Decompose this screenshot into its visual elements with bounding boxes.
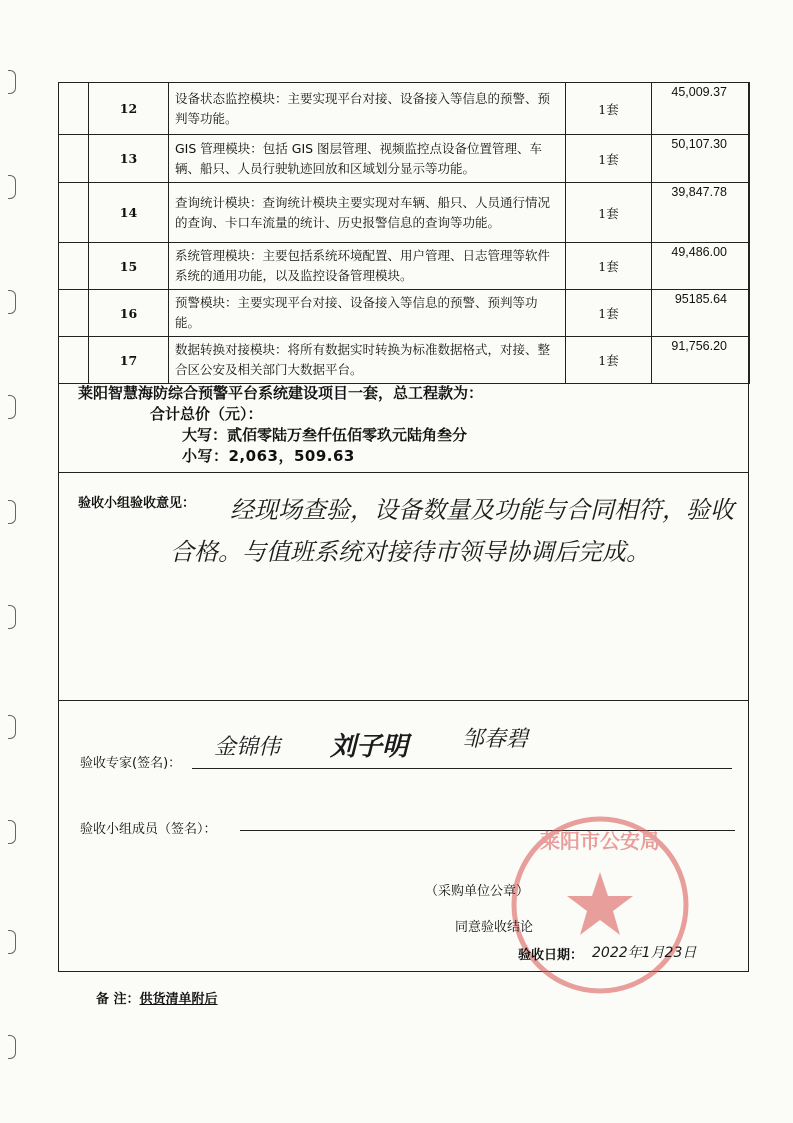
summary-amount-upper: 大写：贰佰零陆万叁仟伍佰零玖元陆角叁分 — [182, 426, 468, 444]
item-number: 12 — [89, 83, 169, 135]
table-row — [59, 337, 750, 384]
binding-mark — [8, 395, 16, 419]
table-row — [59, 83, 750, 135]
item-number: 13 — [89, 135, 169, 183]
agree-text: 同意验收结论 — [455, 920, 534, 935]
expert-signature: 金锦伟 — [214, 735, 281, 760]
item-price: 95185.64 — [652, 290, 750, 337]
binding-mark — [8, 820, 16, 844]
signature-line — [192, 768, 732, 769]
date-label: 验收日期： — [518, 948, 584, 963]
note-value: 供货清单附后 — [139, 992, 218, 1007]
table-row — [59, 290, 750, 337]
blank-cell — [59, 183, 89, 243]
item-description: 数据转换对接模块：将所有数据实时转换为标准数据格式，对接、整合区公安及相关部门大数据平台。 — [169, 337, 566, 384]
summary-title: 莱阳智慧海防综合预警平台系统建设项目一套，总工程款为： — [78, 384, 484, 402]
seal-text: 莱阳市公安局 — [540, 829, 660, 853]
binding-mark — [8, 605, 16, 629]
blank-cell — [59, 337, 89, 384]
item-quantity: 1套 — [566, 135, 652, 183]
item-quantity: 1套 — [566, 183, 652, 243]
experts-label: 验收专家(签名)： — [80, 756, 182, 771]
divider — [58, 472, 749, 473]
item-price: 50,107.30 — [652, 135, 750, 183]
summary-block — [78, 382, 483, 466]
note-label: 备 注： — [96, 992, 140, 1007]
expert-signature: 刘子明 — [330, 732, 409, 762]
date-value: 2022年1月23日 — [592, 945, 697, 961]
blank-cell — [59, 290, 89, 337]
item-quantity: 1套 — [566, 337, 652, 384]
item-number: 17 — [89, 337, 169, 384]
summary-amount-lower: 小写：2,063，509.63 — [182, 447, 355, 465]
binding-mark — [8, 70, 16, 94]
item-price: 45,009.37 — [652, 83, 750, 135]
item-price: 91,756.20 — [652, 337, 750, 384]
blank-cell — [59, 135, 89, 183]
item-description: GIS 管理模块：包括 GIS 图层管理、视频监控点设备位置管理、车辆、船只、人员行驶轨迹回放和区域划分显示等功能。 — [169, 135, 566, 183]
binding-mark — [8, 175, 16, 199]
item-description: 设备状态监控模块：主要实现平台对接、设备接入等信息的预警、预判等功能。 — [169, 83, 566, 135]
opinion-handwriting: 合格。与值班系统对接待市领导协调后完成。 — [170, 538, 650, 566]
official-seal — [505, 810, 695, 1000]
item-number: 16 — [89, 290, 169, 337]
blank-cell — [59, 243, 89, 290]
members-label: 验收小组成员（签名）： — [80, 822, 217, 837]
item-quantity: 1套 — [566, 290, 652, 337]
item-price: 39,847.78 — [652, 183, 750, 243]
item-quantity: 1套 — [566, 83, 652, 135]
summary-total-label: 合计总价（元）： — [150, 405, 263, 423]
table-row — [59, 243, 750, 290]
opinion-label: 验收小组验收意见： — [78, 496, 196, 511]
opinion-handwriting: 经现场查验，设备数量及功能与合同相符，验收 — [230, 496, 734, 524]
binding-mark — [8, 290, 16, 314]
table-row — [59, 183, 750, 243]
divider — [58, 700, 749, 701]
binding-mark — [8, 500, 16, 524]
blank-cell — [59, 83, 89, 135]
expert-signature: 邹春碧 — [462, 727, 529, 752]
item-number: 15 — [89, 243, 169, 290]
binding-mark — [8, 1035, 16, 1059]
item-number: 14 — [89, 183, 169, 243]
item-quantity: 1套 — [566, 243, 652, 290]
item-description: 查询统计模块：查询统计模块主要实现对车辆、船只、人员通行情况的查询、卡口车流量的统计、历史报警信息的查询等功能。 — [169, 183, 566, 243]
table-row — [59, 135, 750, 183]
footer-note — [96, 988, 218, 1007]
binding-mark — [8, 930, 16, 954]
item-price: 49,486.00 — [652, 243, 750, 290]
item-description: 预警模块：主要实现平台对接、设备接入等信息的预警、预判等功能。 — [169, 290, 566, 337]
seal-label: （采购单位公章） — [425, 884, 530, 899]
item-description: 系统管理模块：主要包括系统环境配置、用户管理、日志管理等软件系统的通用功能，以及监控设备管理模块。 — [169, 243, 566, 290]
binding-mark — [8, 715, 16, 739]
items-table — [58, 82, 750, 384]
